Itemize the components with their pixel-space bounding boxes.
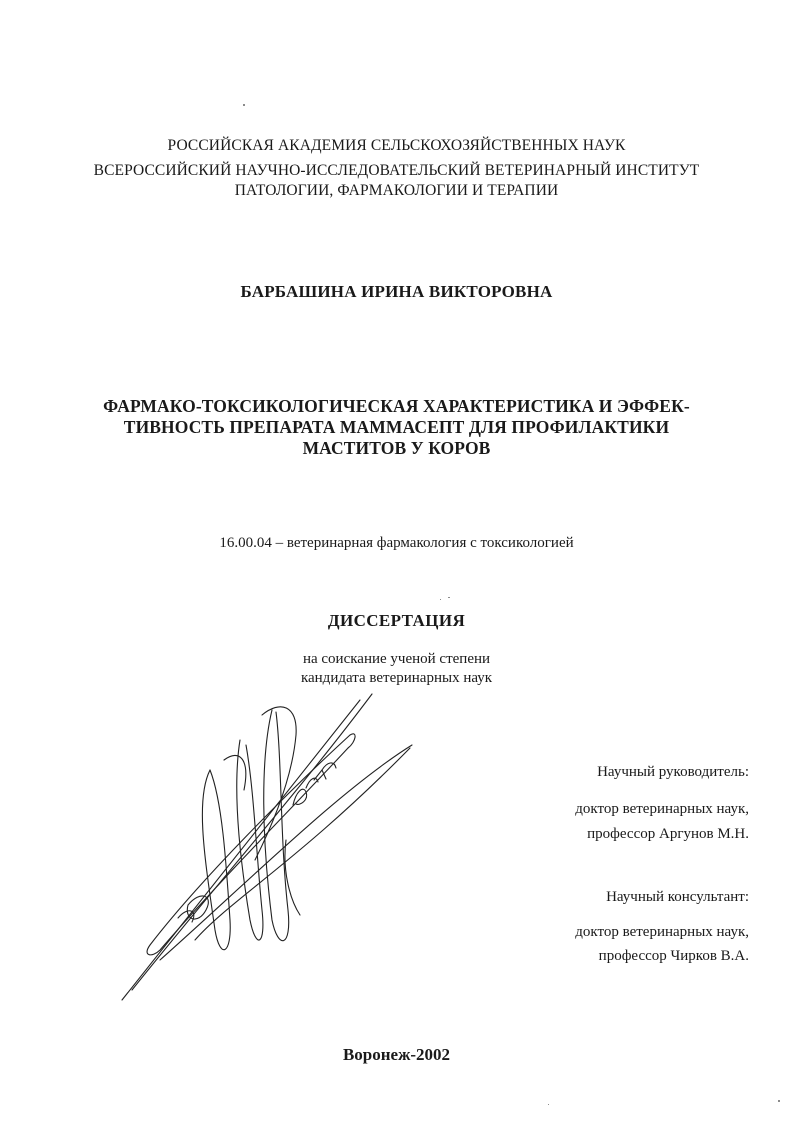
supervisor-label: Научный руководитель: (597, 764, 749, 780)
thesis-title-line-2: ТИВНОСТЬ ПРЕПАРАТА МАММАСЕПТ ДЛЯ ПРОФИЛАКТИКИ (123, 417, 670, 437)
scan-speck (440, 599, 441, 600)
consultant-label: Научный консультант: (606, 889, 749, 905)
scan-speck (243, 104, 245, 106)
specialty-code: 16.00.04 – ветеринарная фармакология с токсикологией (219, 535, 574, 551)
city-year: Воронеж-2002 (342, 1045, 451, 1064)
author-name: БАРБАШИНА ИРИНА ВИКТОРОВНА (240, 282, 553, 301)
scan-speck (548, 1104, 549, 1105)
supervisor-degree: доктор ветеринарных наук, (575, 801, 749, 817)
scan-speck (448, 597, 450, 598)
document-type: ДИССЕРТАЦИЯ (327, 611, 466, 630)
degree-line-1: на соискание ученой степени (302, 651, 491, 667)
degree-line-2: кандидата ветеринарных наук (300, 670, 493, 686)
signature-strokes (122, 694, 412, 1000)
thesis-title-line-3: МАСТИТОВ У КОРОВ (302, 438, 491, 458)
scan-speck (778, 1100, 780, 1102)
institution-line-2: ВСЕРОССИЙСКИЙ НАУЧНО-ИССЛЕДОВАТЕЛЬСКИЙ ВЕТЕРИНАРНЫЙ ИНСТИТУТ (93, 162, 700, 179)
consultant-degree: доктор ветеринарных наук, (575, 924, 749, 940)
thesis-title-line-1: ФАРМАКО-ТОКСИКОЛОГИЧЕСКАЯ ХАРАКТЕРИСТИКА И ЭФФЕК- (103, 396, 690, 416)
supervisor-name: профессор Аргунов М.Н. (587, 826, 749, 842)
institution-line-1: РОССИЙСКАЯ АКАДЕМИЯ СЕЛЬСКОХОЗЯЙСТВЕННЫХ НАУК (167, 137, 626, 154)
consultant-name: профессор Чирков В.А. (598, 948, 749, 964)
institution-line-3: ПАТОЛОГИИ, ФАРМАКОЛОГИИ И ТЕРАПИИ (234, 182, 559, 199)
